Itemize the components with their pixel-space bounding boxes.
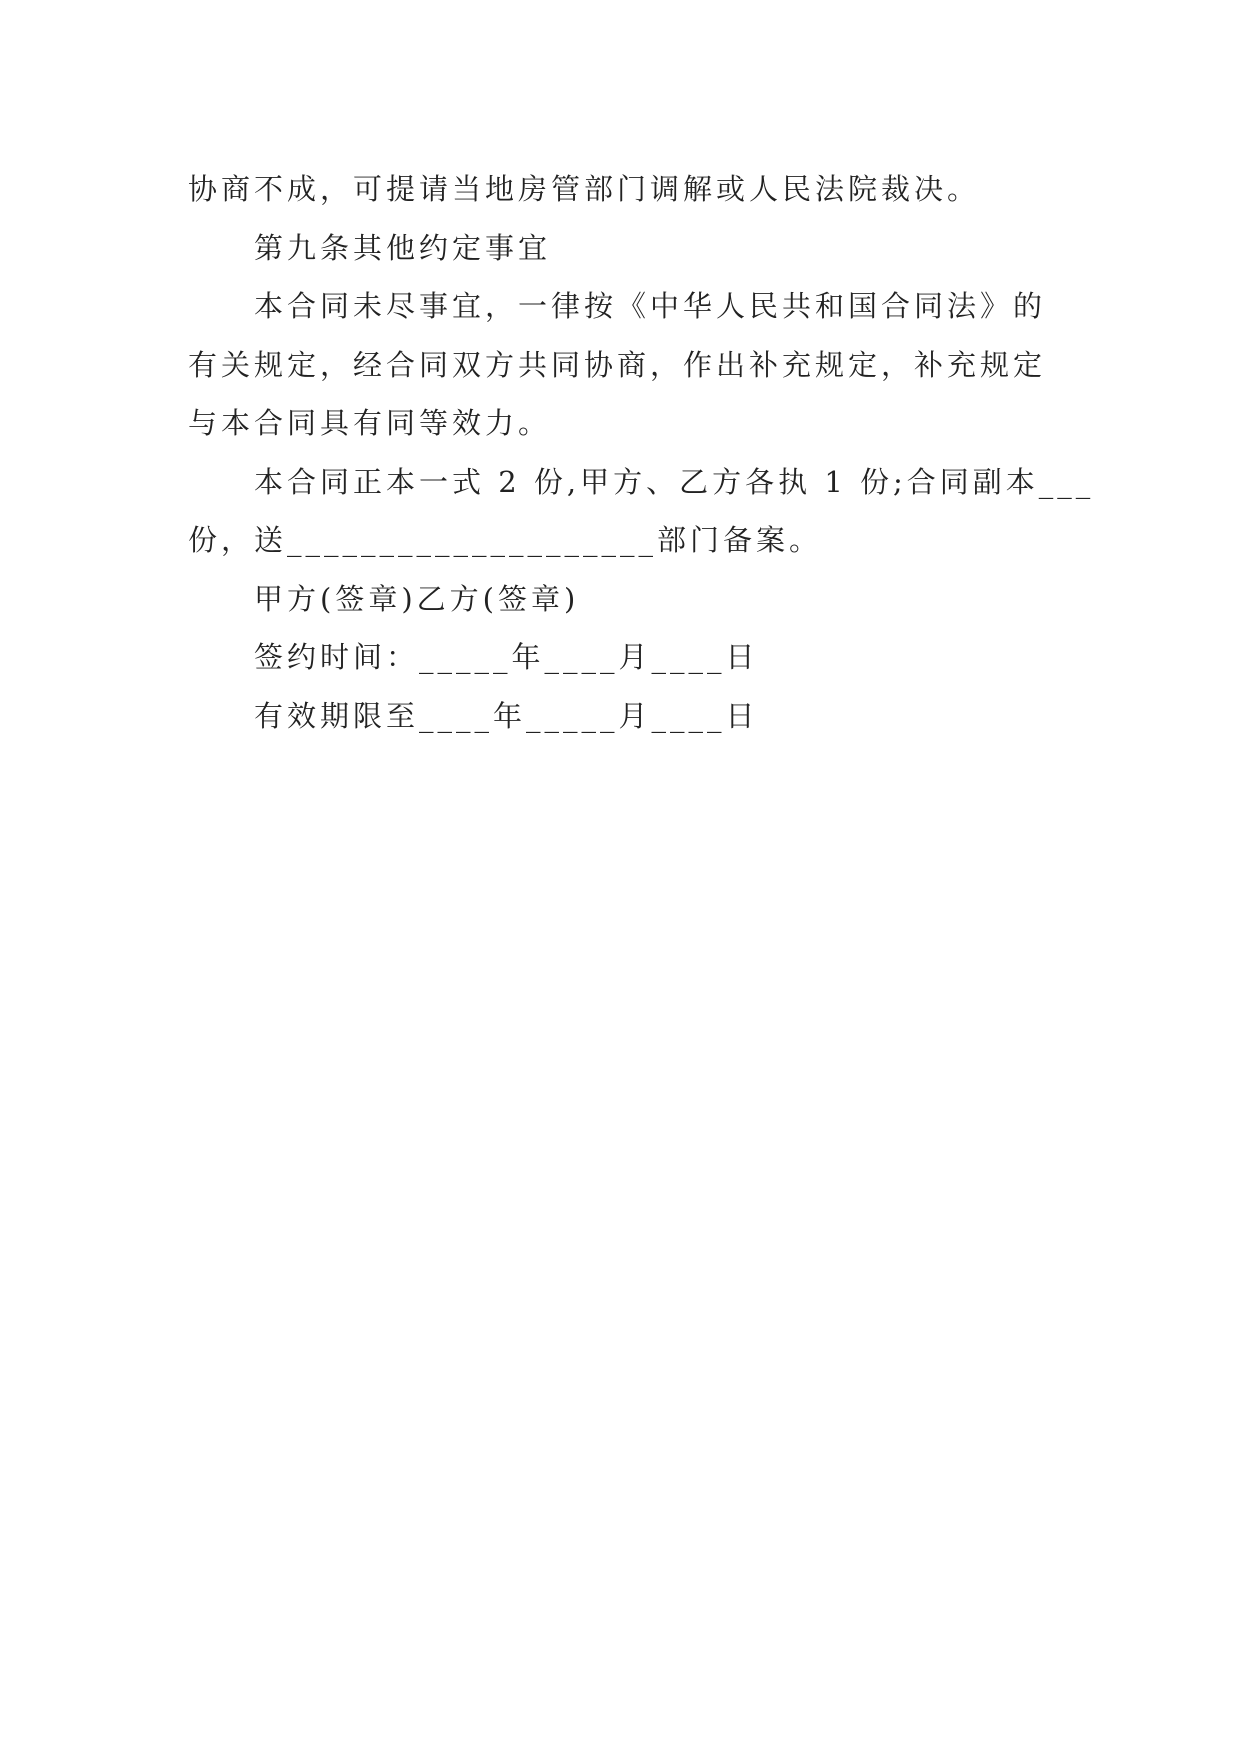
validity-period-line: 有效期限至____年_____月____日 — [254, 698, 759, 733]
text-line-3: 本合同未尽事宜，一律按《中华人民共和国合同法》的 — [254, 289, 1047, 323]
text-line-4: 有关规定，经合同双方共同协商，作出补充规定，补充规定 — [188, 347, 1047, 382]
signing-date-line: 签约时间：_____年____月____日 — [254, 640, 759, 674]
copies-filing-line: 份，送____________________部门备案。 — [188, 523, 823, 557]
article-9-heading: 第九条其他约定事宜 — [254, 230, 552, 265]
contract-text — [188, 160, 1095, 745]
text-line-1: 协商不成，可提请当地房管部门调解或人民法院裁决。 — [188, 172, 981, 206]
copies-clause: 本合同正本一式 2 份,甲方、乙方各执 1 份;合同副本___ — [254, 464, 1095, 499]
text-line-5: 与本合同具有同等效力。 — [188, 406, 552, 440]
signature-line: 甲方(签章)乙方(签章) — [254, 581, 580, 616]
